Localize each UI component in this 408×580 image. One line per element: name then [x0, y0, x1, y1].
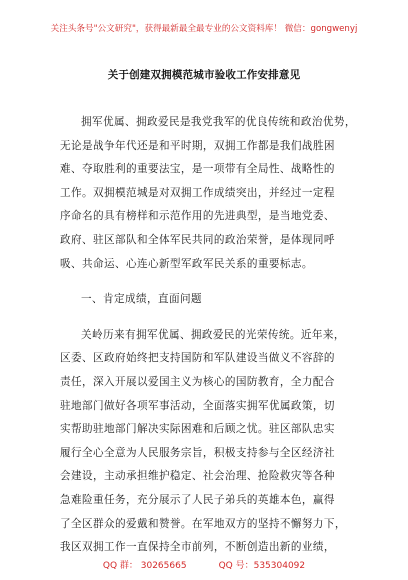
promo-footer	[0, 558, 408, 571]
paragraph-line: 履行全心全意为人民服务宗旨，积极支持参与全区经济社	[60, 446, 335, 459]
paragraph-line: 急难险重任务，充分展示了人民子弟兵的英雄本色，赢得	[60, 493, 335, 506]
paragraph-line: 无论是战争年代还是和平时期，双拥工作都是我们战胜困	[60, 139, 335, 152]
paragraph-line: 了全区群众的爱戴和赞誉。在军地双方的坚持不懈努力下，	[60, 517, 346, 530]
paragraph-gap	[60, 276, 360, 288]
paragraph-line: 工作。双拥模范城是对双拥工作成绩突出，并经过一定程	[60, 186, 335, 199]
paragraph-line: 政府、驻区部队和全体军民共同的政治荣誉，是体现同呼	[60, 233, 335, 246]
qq-group-label: QQ 群： 30265665	[102, 561, 187, 571]
qq-number-label: QQ 号：535304092	[218, 561, 306, 571]
paragraph-line: 驻地部门做好各项军事活动，全面落实拥军优属政策，切	[60, 399, 335, 412]
paragraph-line: 吸、共命运、心连心新型军政军民关系的重要标志。	[60, 257, 313, 270]
paragraph-line: 会建设，主动承担维护稳定、社会治理、抢险救灾等各种	[60, 470, 335, 483]
document-title: 关于创建双拥模范城市验收工作安排意见	[107, 69, 301, 81]
paragraph-gap	[60, 312, 360, 324]
promo-header: 关注头条号"公文研究"，获得最新最全最专业的公文资料库！ 微信：gongwenyj	[50, 24, 358, 34]
paragraph-line: 责任，深入开展以爱国主义为核心的国防教育，全力配合	[60, 375, 335, 388]
paragraph-line: 拥军优属、拥政爱民是我党我军的优良传统和政治优势，	[81, 116, 356, 128]
paragraph-line: 关岭历来有拥军优属、拥政爱民的光荣传统。近年来，	[81, 328, 345, 341]
paragraph-line: 难、夺取胜利的重要法宝，是一项带有全局性、战略性的	[60, 163, 335, 176]
paragraph-line: 序命名的具有榜样和示范作用的先进典型，是当地党委、	[60, 210, 335, 223]
paragraph-line: 我区双拥工作一直保持全市前列，不断创造出新的业绩，	[60, 541, 335, 554]
paragraph-line: 区委、区政府始终把支持国防和军队建设当做义不容辞的	[60, 352, 335, 365]
paragraph-line: 实帮助驻地部门解决实际困难和后顾之忧。驻区部队忠实	[60, 423, 335, 436]
document-body	[60, 111, 360, 560]
section-heading: 一、肯定成绩，直面问题	[81, 293, 202, 306]
